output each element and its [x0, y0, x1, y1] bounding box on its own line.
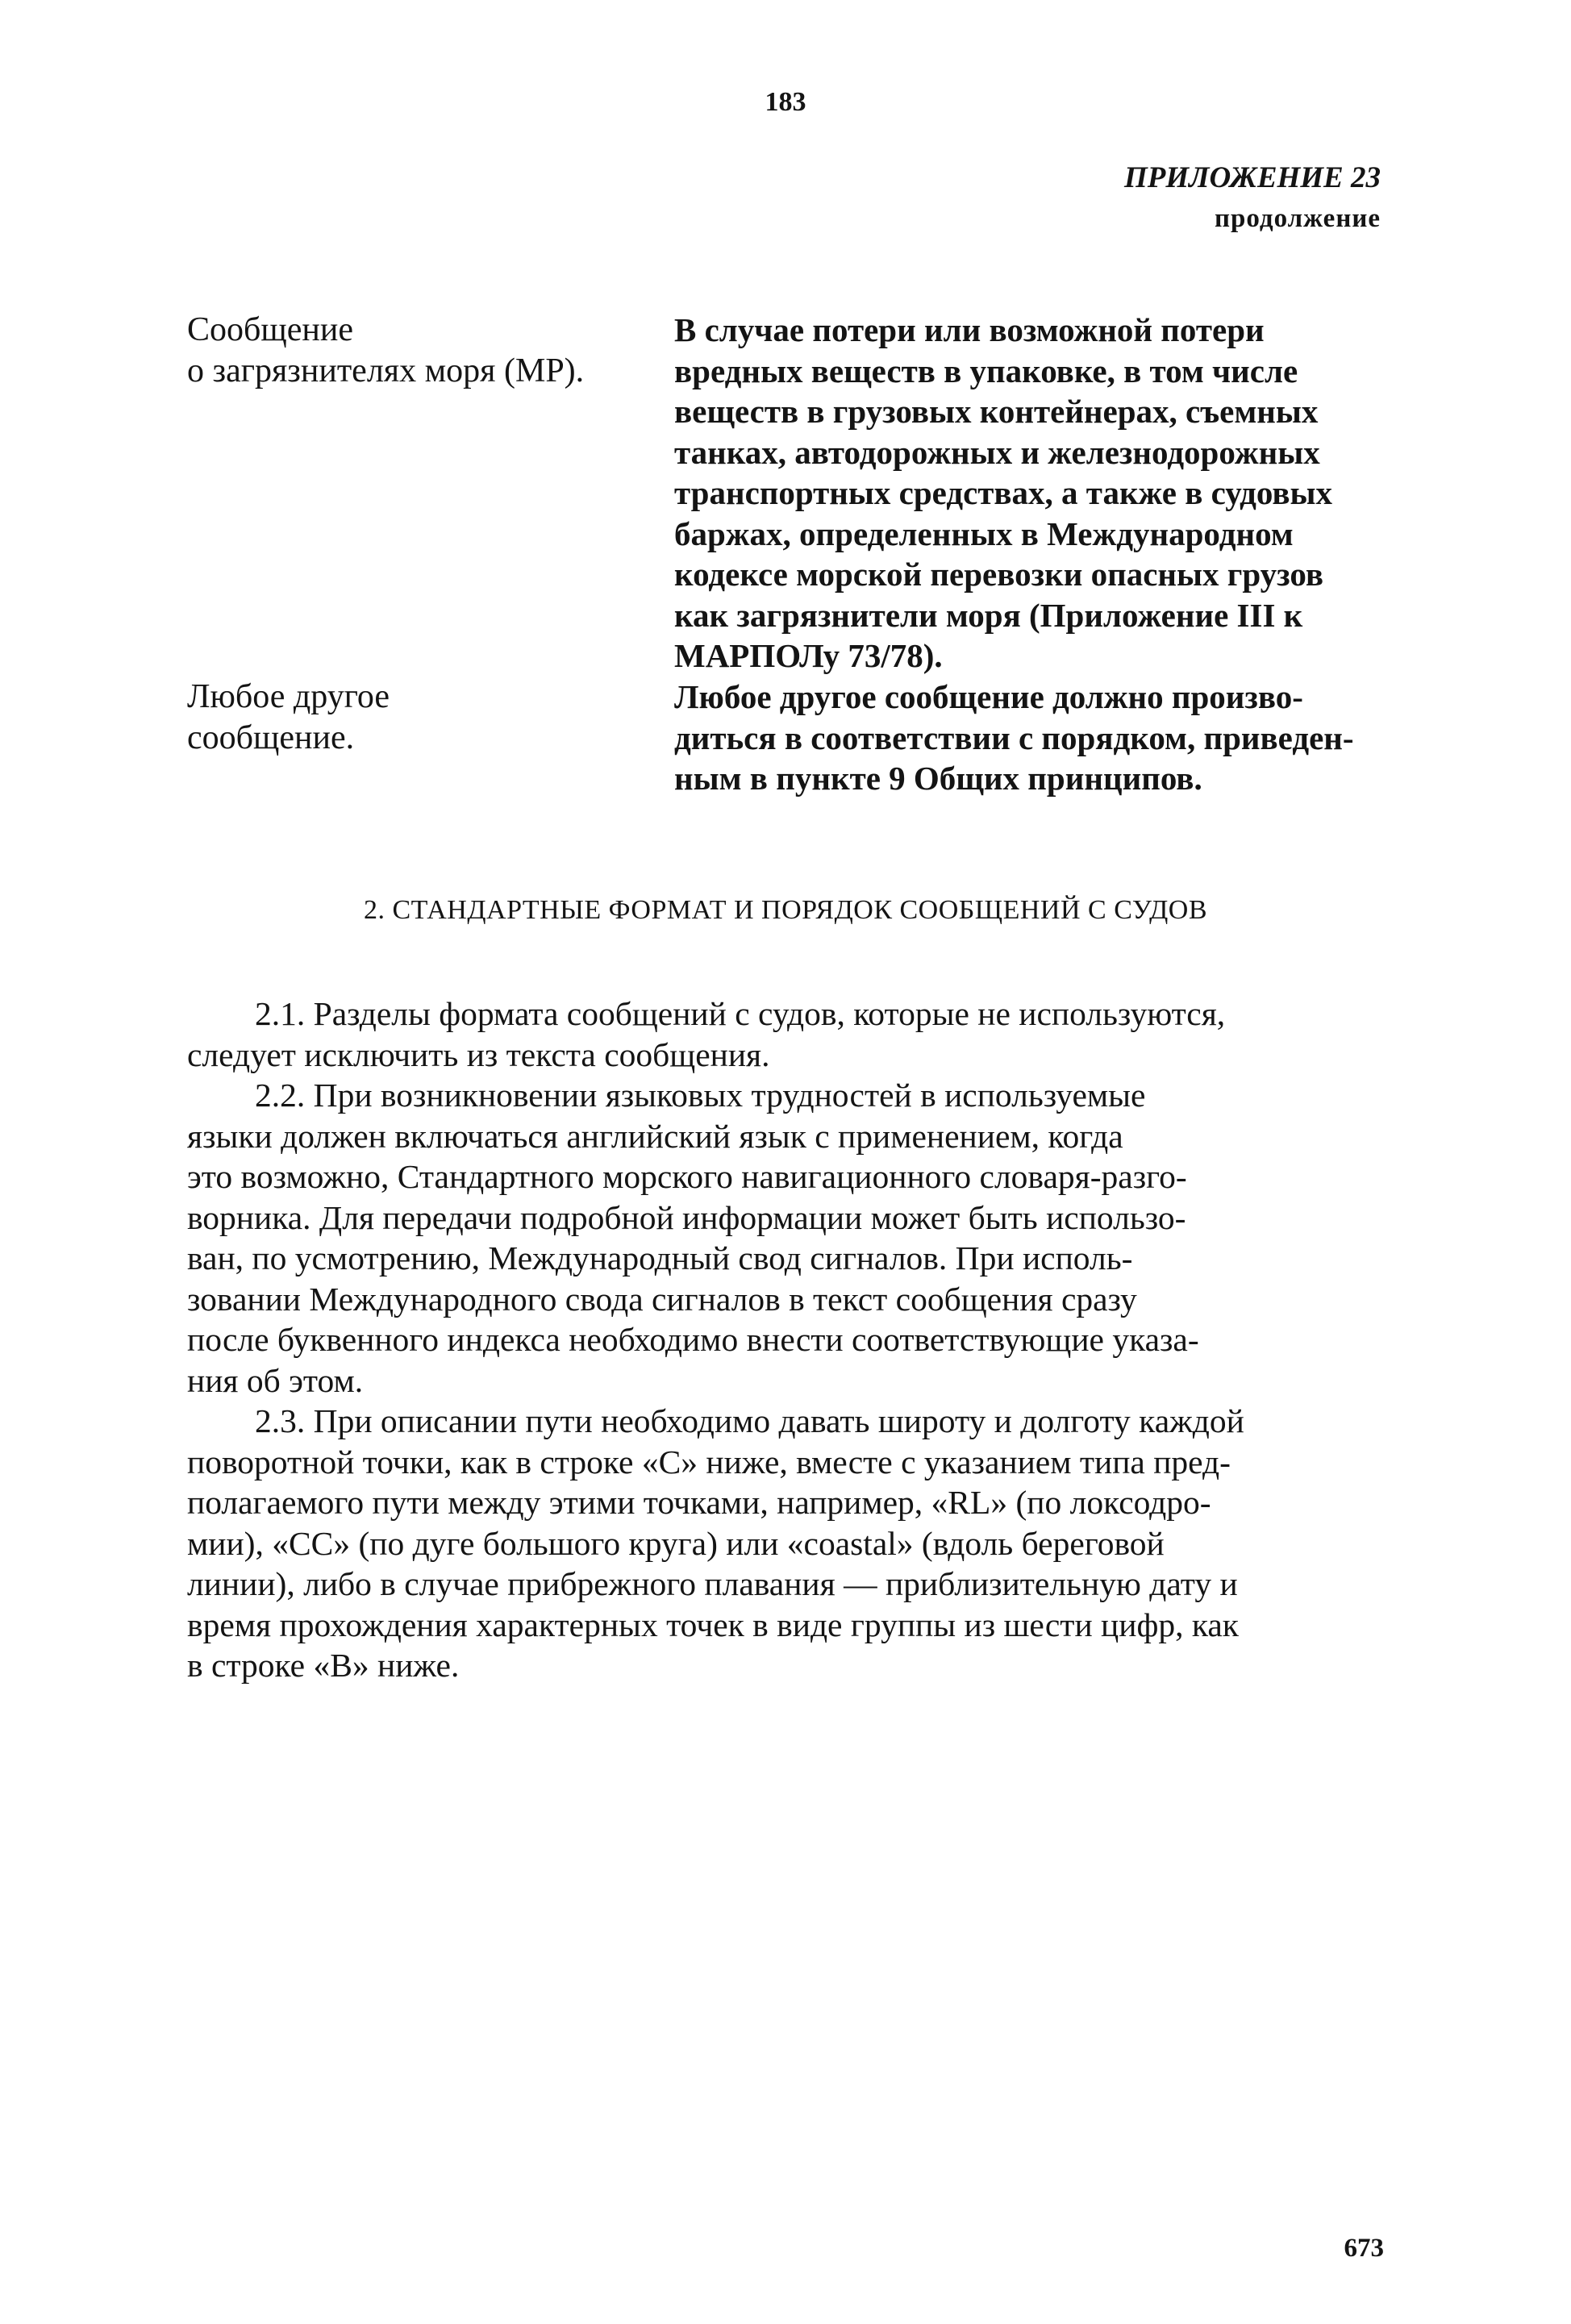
- row-1-line: В случае потери или возможной потери: [674, 311, 1265, 348]
- row-1-label-line: Сообщение: [187, 311, 353, 348]
- paragraph-line: мии), «CC» (по дуге большого круга) или «coastal» (вдоль береговой: [187, 1524, 1165, 1562]
- paragraph-2-3: [187, 1401, 1386, 1686]
- page-number-bottom: 673: [1344, 2234, 1384, 2263]
- paragraph-line: ван, по усмотрению, Международный свод сигналов. При исполь-: [187, 1239, 1133, 1277]
- paragraph-line: ворника. Для передачи подробной информации может быть использо-: [187, 1198, 1186, 1236]
- row-1-label: [187, 310, 663, 391]
- appendix-subtitle: продолжение: [1214, 204, 1381, 233]
- row-1-line: МАРПОЛу 73/78).: [674, 637, 943, 674]
- row-1-line: транспортных средствах, а также в судовых: [674, 474, 1333, 511]
- page-number-top: 183: [765, 87, 806, 117]
- row-1-label-line: о загрязнителях моря (MP).: [187, 352, 585, 389]
- paragraph-line: после буквенного индекса необходимо внести соответствующие указа-: [187, 1321, 1199, 1358]
- paragraph-line: поворотной точки, как в строке «C» ниже, вместе с указанием типа пред-: [187, 1443, 1231, 1481]
- row-2-line: диться в соответствии с порядком, приведен-: [674, 718, 1354, 756]
- paragraph-line: следует исключить из текста сообщения.: [187, 1035, 770, 1073]
- section-title: 2. СТАНДАРТНЫЕ ФОРМАТ И ПОРЯДОК СООБЩЕНИЙ С СУДОВ: [363, 895, 1207, 925]
- paragraph-line: это возможно, Стандартного морского навигационного словаря-разго-: [187, 1158, 1187, 1195]
- paragraph-line: ния об этом.: [187, 1361, 364, 1399]
- row-2-label-line: Любое другое: [187, 678, 390, 715]
- row-2-line: ным в пункте 9 Общих принципов.: [674, 760, 1202, 797]
- paragraph-line: время прохождения характерных точек в виде группы из шести цифр, как: [187, 1606, 1239, 1643]
- row-1-description: [674, 310, 1386, 677]
- appendix-title: ПРИЛОЖЕНИЕ 23: [1124, 161, 1381, 194]
- row-1-line: танках, автодорожных и железнодорожных: [674, 433, 1320, 471]
- paragraph-line: в строке «B» ниже.: [187, 1647, 460, 1684]
- appendix-header: [1124, 158, 1381, 239]
- row-1-line: как загрязнители моря (Приложение III к: [674, 596, 1303, 634]
- row-2-label-line: сообщение.: [187, 718, 355, 756]
- paragraph-line: 2.3. При описании пути необходимо давать широту и долготу каждой: [255, 1402, 1244, 1439]
- paragraph-line: языки должен включаться английский язык с применением, когда: [187, 1117, 1123, 1155]
- paragraph-line: зовании Международного свода сигналов в текст сообщения сразу: [187, 1280, 1137, 1318]
- paragraph-2-1: [187, 993, 1386, 1075]
- paragraph-line: линии), либо в случае прибрежного плавания — приблизительную дату и: [187, 1565, 1238, 1602]
- row-1-line: вредных веществ в упаковке, в том числе: [674, 352, 1298, 389]
- row-2-label: [187, 677, 663, 758]
- row-2-line: Любое другое сообщение должно произво-: [674, 678, 1303, 715]
- paragraph-2-2: [187, 1075, 1386, 1401]
- paragraph-line: 2.1. Разделы формата сообщений с судов, которые не используются,: [255, 995, 1226, 1032]
- paragraph-line: 2.2. При возникновении языковых трудностей в используемые: [255, 1077, 1146, 1114]
- row-1-line: кодексе морской перевозки опасных грузов: [674, 556, 1324, 593]
- row-1-line: баржах, определенных в Международном: [674, 514, 1294, 552]
- row-1-line: веществ в грузовых контейнерах, съемных: [674, 393, 1319, 430]
- row-2-description: [674, 677, 1386, 799]
- paragraph-line: полагаемого пути между этими точками, например, «RL» (по локсодро-: [187, 1484, 1211, 1521]
